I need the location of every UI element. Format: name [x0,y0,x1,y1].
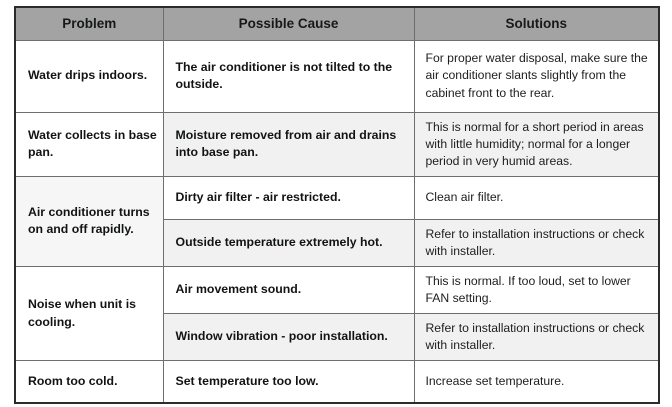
solution-cell: Refer to installation instructions or check with installer. [414,314,659,361]
table-row [15,176,659,219]
solution-cell: Clean air filter. [414,176,659,219]
solution-cell: Refer to installation instructions or check with installer. [414,219,659,266]
table-row [15,361,659,403]
column-header-solutions: Solutions [414,7,659,40]
table-row [15,40,659,112]
solution-cell: Increase set temperature. [414,361,659,403]
cause-cell: The air conditioner is not tilted to the outside. [163,40,414,112]
problem-cell: Noise when unit is cooling. [15,266,163,360]
cause-cell: Set temperature too low. [163,361,414,403]
table-row [15,112,659,176]
problem-cell: Water collects in base pan. [15,112,163,176]
solution-cell: For proper water disposal, make sure the air conditioner slants slightly from the cabinet front to the rear. [414,40,659,112]
problem-cell: Room too cold. [15,361,163,403]
column-header-possible-cause: Possible Cause [163,7,414,40]
cause-cell: Window vibration - poor installation. [163,314,414,361]
header-row [15,7,659,40]
column-header-problem: Problem [15,7,163,40]
cause-cell: Dirty air filter - air restricted. [163,176,414,219]
troubleshooting-table [14,6,660,404]
table-body [15,40,659,403]
solution-cell: This is normal. If too loud, set to lower FAN setting. [414,266,659,313]
solution-cell: This is normal for a short period in areas with little humidity; normal for a longer period in very humid areas. [414,112,659,176]
problem-cell: Air conditioner turns on and off rapidly. [15,176,163,266]
cause-cell: Air movement sound. [163,266,414,313]
cause-cell: Moisture removed from air and drains into base pan. [163,112,414,176]
problem-cell: Water drips indoors. [15,40,163,112]
table-row [15,266,659,313]
table-header [15,7,659,40]
cause-cell: Outside temperature extremely hot. [163,219,414,266]
